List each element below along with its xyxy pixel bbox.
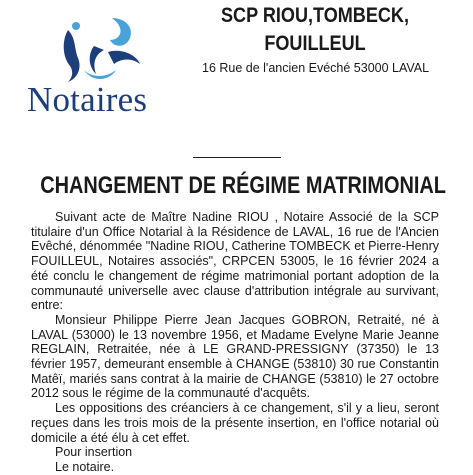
notice-paragraph: Monsieur Philippe Pierre Jean Jacques GOBRON, Retraité, né à LAVAL (53000) le 13 novembre 1956, et Madame Evelyne Marie Jeanne REGLAIN, Retraitée, née à LE GRAND-PRESSIGNY (37350) le 13 février 1957, demeurant ensemble à CHANGE (53810) 30 rue Constantin Matêï, mariés sans contrat à la mairie de CHANGE (53810) le 27 octobre 2012 sous le régime de la communauté d'acquêts.: [31, 312, 439, 401]
logo-figure-right: [110, 18, 131, 46]
logo-dot-1: [72, 22, 80, 30]
office-address: 16 Rue de l'ancien Evéché 53000 LAVAL: [202, 61, 430, 75]
logo-wordmark: Notaires: [27, 80, 148, 119]
divider: [193, 157, 281, 158]
office-header: [195, 2, 435, 58]
notice-paragraph: Suivant acte de Maître Nadine RIOU , Notaire Associé de la SCP titulaire d'un Office Notarial à la Résidence de LAVAL, 16 rue de l'Ancien Evêché, dénommée "Nadine RIOU, Catherine TOMBECK et Pierre-Henry FOUILLEUL, Notaires associés", CRPCEN 53005, le 16 février 2024 a été conclu le changement de régime matrimonial portant adoption de la communauté universelle avec clause d'attribution intégrale au survivant, entre:: [31, 210, 439, 313]
logo-figure-left: [64, 30, 80, 82]
logo-figure-lower: [84, 70, 116, 79]
logo-figure-center: [90, 46, 104, 74]
logo-figure-wave: [108, 51, 140, 64]
notice-title: CHANGEMENT DE RÉGIME MATRIMONIAL: [40, 172, 446, 199]
notice-closing-signature: Le notaire.: [55, 459, 115, 474]
notice-closing-insertion: Pour insertion: [55, 445, 133, 460]
notice-paragraph: Les oppositions des créanciers à ce changement, s'il y a lieu, seront reçues dans les trois mois de la présente insertion, en l'office notarial où domicile a été élu à cet effet.: [31, 401, 439, 445]
notice-body: [31, 210, 439, 475]
office-name: SCP RIOU,TOMBECK, FOUILLEUL: [221, 4, 409, 55]
